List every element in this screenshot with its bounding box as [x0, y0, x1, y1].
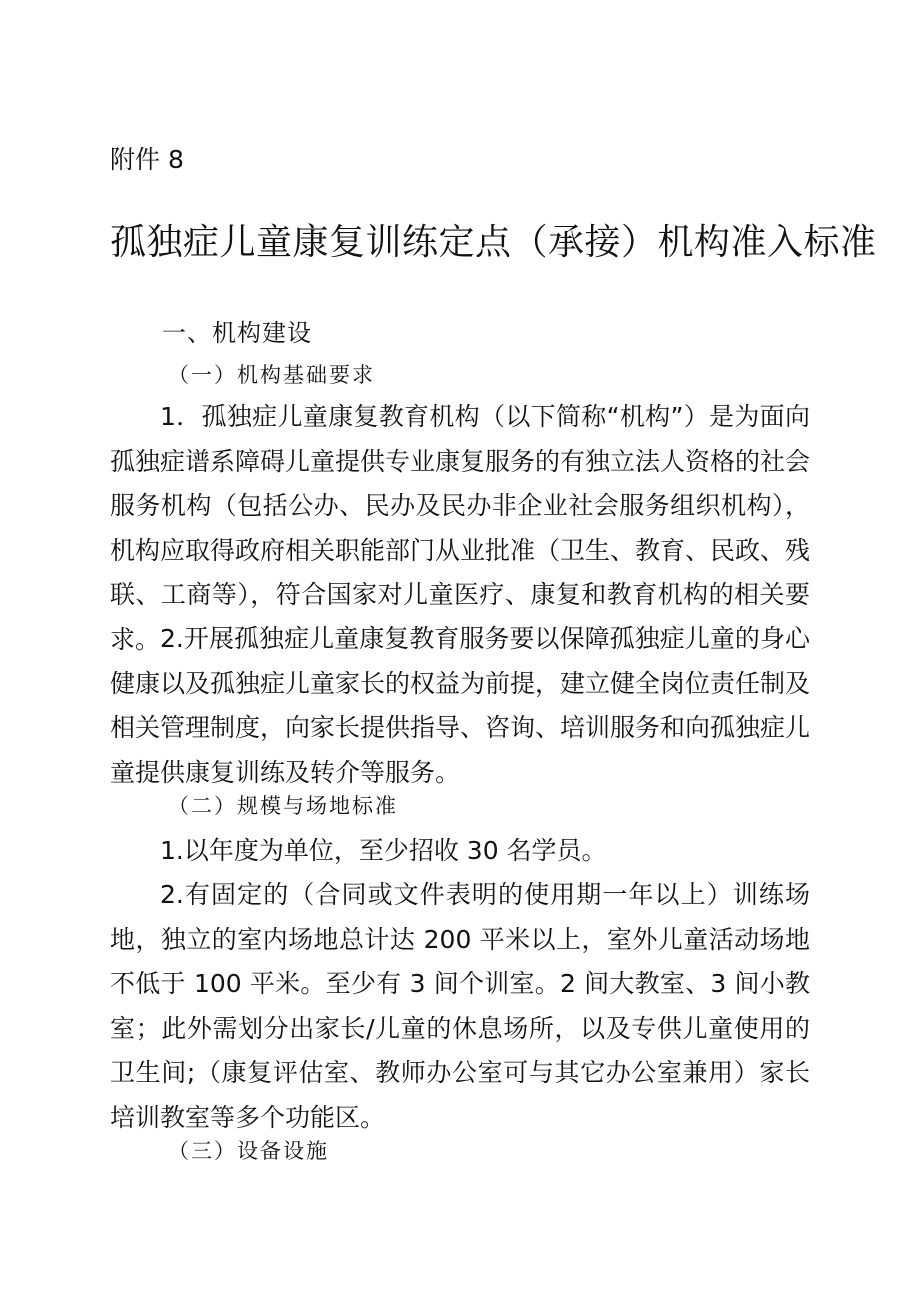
document-title: 孤独症儿童康复训练定点（承接）机构准入标准 [110, 222, 877, 263]
subsection-heading: （三）设备设施 [168, 1139, 329, 1163]
subsection-heading: （一）机构基础要求 [168, 363, 375, 387]
paragraph: 2.开展孤独症儿童康复教育服务要以保障孤独症儿童的身心健康以及孤独症儿童家长的权益为前提，建立健全岗位责任制及相关管理制度，向家长提供指导、咨询、培训服务和向孤独症儿童提供康复训练及转介等服务。 [110, 624, 811, 787]
section-heading: 一、机构建设 [162, 319, 312, 347]
paragraph: 2.有固定的（合同或文件表明的使用期一年以上）训练场地，独立的室内场地总计达 200 平米以上，室外儿童活动场地不低于 100 平米。至少有 3 间个训室。2 间大教室、3 间小教室；此外需划分出家长/儿童的休息场所，以及专供儿童使用的卫生间;（康复评估室、教师办公室可与其它办公室兼用）家长培训教室等多个功能区。 [110, 880, 810, 1132]
paragraph: 1.以年度为单位，至少招收 30 名学员。 [160, 836, 607, 865]
subsection-heading: （二）规模与场地标准 [168, 794, 398, 818]
attachment-label: 附件 8 [110, 145, 184, 174]
paragraph: 1．孤独症儿童康复教育机构（以下简称“机构”）是为面向孤独症谱系障碍儿童提供专业康复服务的有独立法人资格的社会服务机构（包括公办、民办及民办非企业社会服务组织机构），机构应取得政府相关职能部门从业批准（卫生、教育、民政、残联、工商等），符合国家对儿童医疗、康复和教育机构的相关要求。 [110, 402, 811, 654]
